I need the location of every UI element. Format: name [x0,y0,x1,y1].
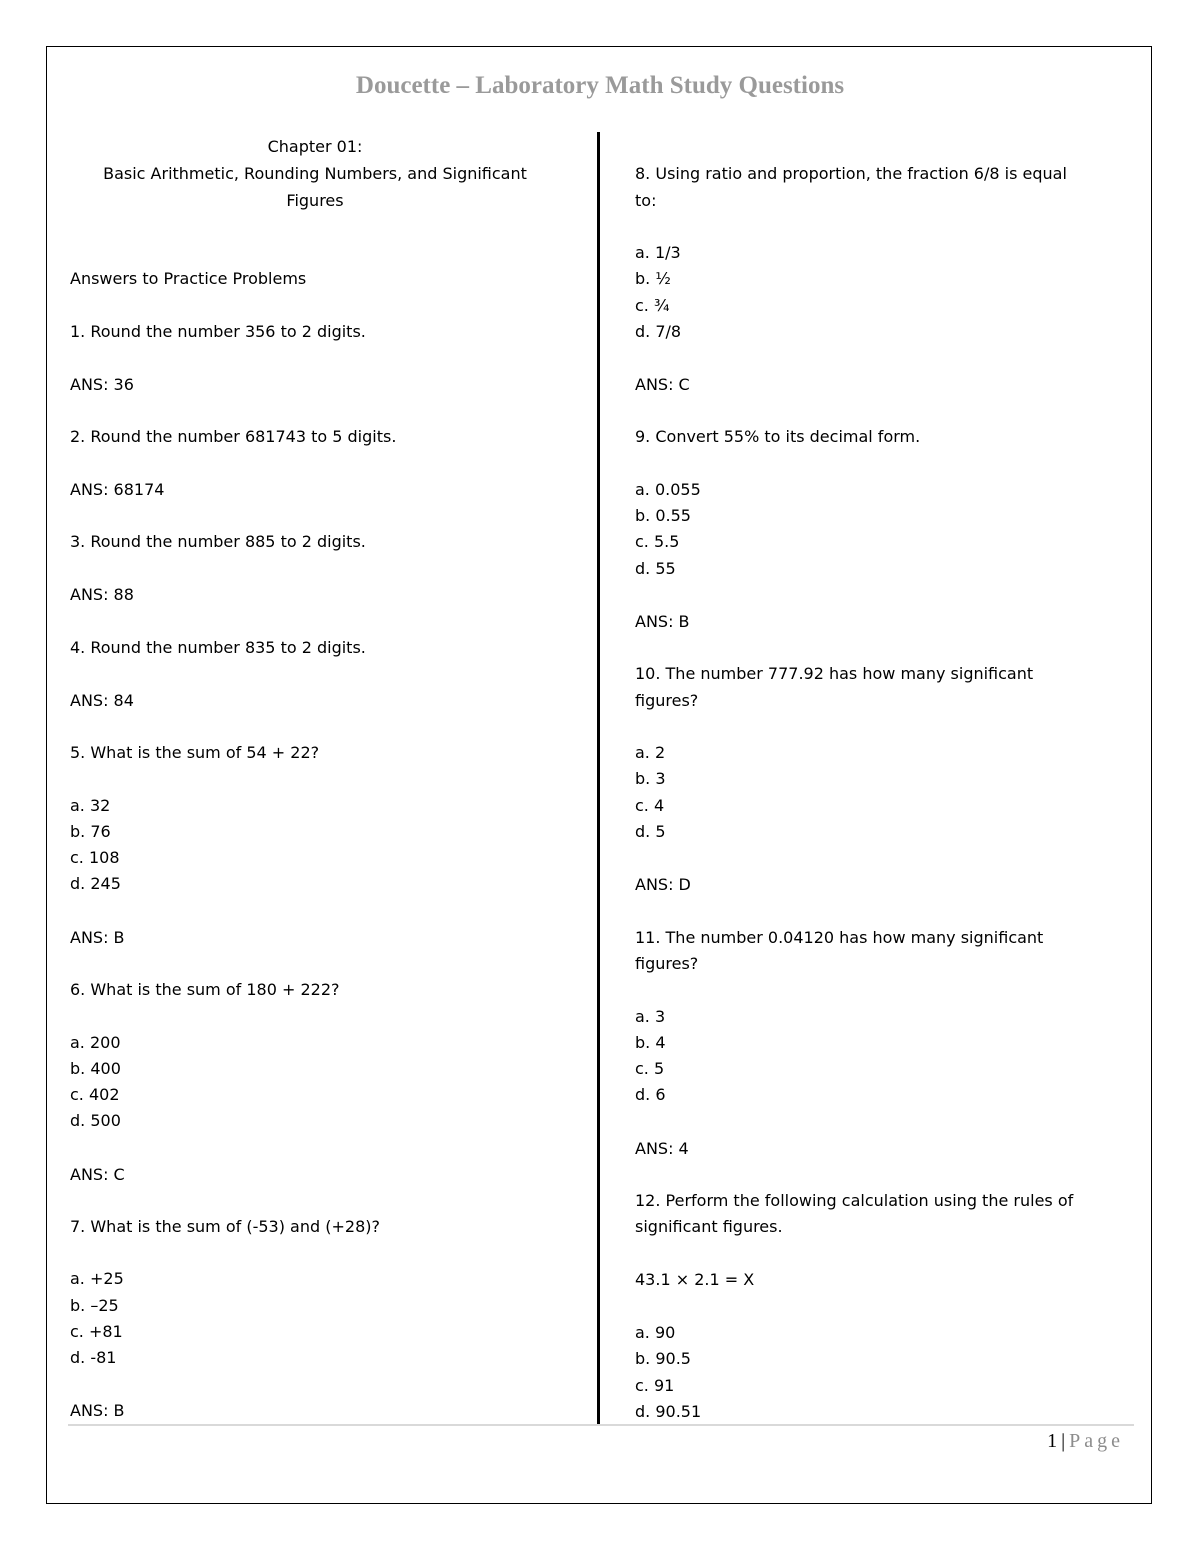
right-line: a. 2 [635,743,666,762]
right-line: c. 91 [635,1376,675,1395]
footer-separator: | [1061,1430,1066,1452]
chapter-subtitle-line-2: Figures [286,191,344,210]
page-number: 1 [1047,1430,1058,1452]
right-line: d. 5 [635,822,666,841]
page-label: Page [1069,1430,1124,1452]
left-line: b. –25 [70,1296,119,1315]
left-line: ANS: C [70,1165,125,1184]
page-footer [1047,1430,1124,1453]
chapter-heading: Chapter 01: [267,137,363,156]
right-line: c. ¾ [635,296,670,315]
left-line: c. 108 [70,848,120,867]
right-line: ANS: 4 [635,1139,689,1158]
right-line: c. 5 [635,1059,665,1078]
left-line: d. 245 [70,874,121,893]
right-line: c. 4 [635,796,665,815]
left-line: c. 402 [70,1085,120,1104]
right-line: b. 4 [635,1033,666,1052]
left-line: 1. Round the number 356 to 2 digits. [70,322,366,341]
left-line: 6. What is the sum of 180 + 222? [70,980,340,999]
column-divider [597,132,600,1425]
right-line: b. 90.5 [635,1349,691,1368]
left-line: 5. What is the sum of 54 + 22? [70,743,320,762]
right-line: ANS: C [635,375,690,394]
left-line: a. 32 [70,796,111,815]
left-line: ANS: 88 [70,585,134,604]
left-line: ANS: 84 [70,691,134,710]
left-line: d. -81 [70,1348,117,1367]
left-line: 4. Round the number 835 to 2 digits. [70,638,366,657]
left-line: ANS: 36 [70,375,134,394]
right-line: b. 0.55 [635,506,691,525]
document-title: Doucette – Laboratory Math Study Questions [355,72,845,99]
right-line: 12. Perform the following calculation using the rules of [635,1191,1074,1210]
right-line: 10. The number 777.92 has how many significant [635,664,1034,683]
left-line: ANS: B [70,928,125,947]
left-line: b. 76 [70,822,111,841]
footer-rule [68,1424,1134,1426]
left-line: d. 500 [70,1111,121,1130]
right-line: d. 90.51 [635,1402,702,1421]
right-line: ANS: D [635,875,691,894]
right-line: d. 6 [635,1085,666,1104]
right-line: d. 55 [635,559,676,578]
right-line: a. 0.055 [635,480,701,499]
left-line: b. 400 [70,1059,121,1078]
left-line: a. 200 [70,1033,121,1052]
right-line: ANS: B [635,612,690,631]
left-line: ANS: 68174 [70,480,165,499]
right-line: 9. Convert 55% to its decimal form. [635,427,921,446]
right-line: b. ½ [635,269,671,288]
right-line: figures? [635,691,699,710]
right-line: a. 90 [635,1323,676,1342]
right-line: b. 3 [635,769,666,788]
left-line: 7. What is the sum of (-53) and (+28)? [70,1217,380,1236]
right-line: d. 7/8 [635,322,682,341]
left-line: 3. Round the number 885 to 2 digits. [70,532,366,551]
right-line: 8. Using ratio and proportion, the fraction 6/8 is equal [635,164,1067,183]
right-line: to: [635,191,657,210]
left-line: ANS: B [70,1401,125,1420]
chapter-subtitle-line-1: Basic Arithmetic, Rounding Numbers, and Significant [103,164,527,183]
right-line: figures? [635,954,699,973]
right-line: c. 5.5 [635,532,680,551]
right-line: a. 1/3 [635,243,681,262]
left-line: 2. Round the number 681743 to 5 digits. [70,427,397,446]
left-line: Answers to Practice Problems [70,269,307,288]
right-line: 43.1 × 2.1 = X [635,1270,755,1289]
left-line: c. +81 [70,1322,123,1341]
right-line: 11. The number 0.04120 has how many significant [635,928,1044,947]
right-line: a. 3 [635,1007,666,1026]
right-line: significant figures. [635,1217,783,1236]
left-line: a. +25 [70,1269,124,1288]
